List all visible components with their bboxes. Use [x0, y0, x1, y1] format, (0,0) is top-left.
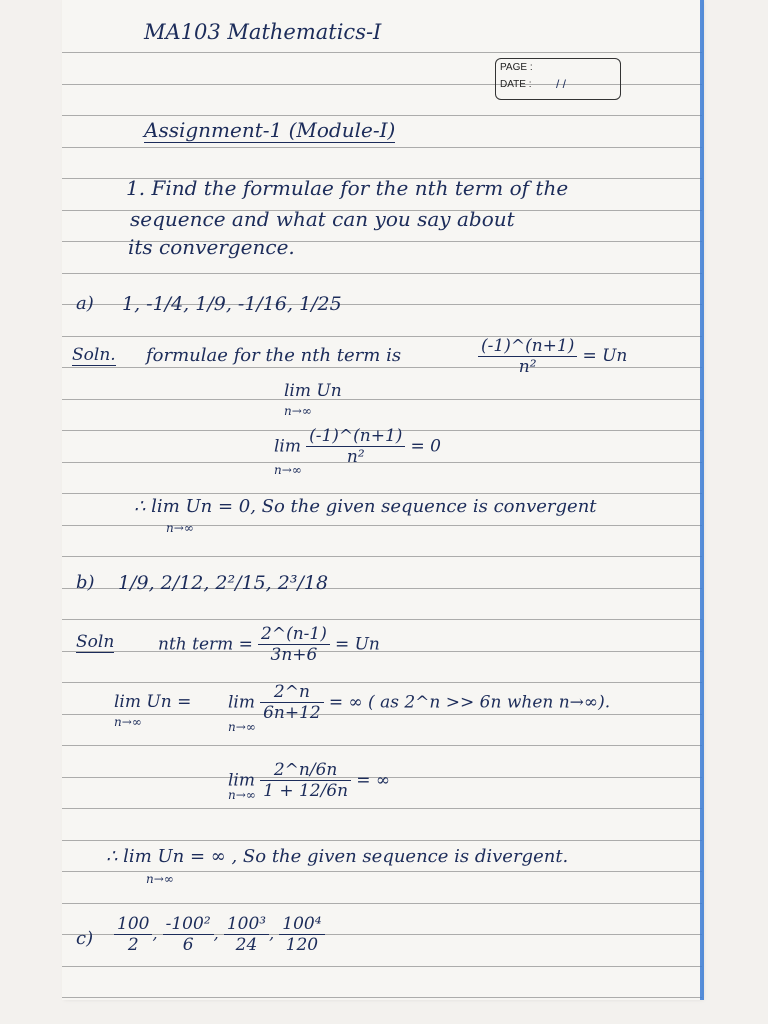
ruled-line: [62, 745, 702, 746]
part-b-nth-num: 2^(n-1): [258, 624, 330, 645]
part-a-formula-text: formulae for the nth term is: [146, 345, 402, 366]
date-marks: / /: [556, 77, 567, 91]
part-b-nth-den: 3n+6: [270, 645, 318, 665]
part-b-nth-text: nth term =: [158, 634, 253, 655]
ruled-line: [62, 966, 702, 967]
ruled-line: [62, 619, 702, 620]
notebook-edge: [700, 0, 704, 1000]
part-b-lim-left-sub: n→∞: [114, 715, 142, 729]
part-a-lim2-den: n²: [346, 447, 365, 467]
part-a-soln-label: Soln.: [72, 345, 116, 365]
part-a-lim-line: lim Un: [284, 381, 342, 401]
part-b-nth-eq: = Un: [334, 634, 380, 655]
part-c-term-1-den: 2: [127, 935, 139, 955]
part-b-lim-mid-sub: n→∞: [228, 720, 256, 734]
part-b-lim-result: = ∞ ( as 2^n >> 6n when n→∞).: [328, 692, 611, 713]
course-title: MA103 Mathematics-I: [144, 20, 382, 44]
part-b-label: b): [76, 572, 95, 593]
date-label: DATE :: [500, 79, 532, 90]
question-line-3: its convergence.: [128, 235, 295, 259]
ruled-line: [62, 840, 702, 841]
question-line-2: sequence and what can you say about: [130, 207, 515, 231]
part-a-lim2-sub: n→∞: [274, 463, 302, 477]
part-c-label: c): [76, 928, 94, 949]
part-a-formula-den: n²: [518, 357, 537, 377]
ruled-line: [62, 997, 702, 998]
ruled-line: [62, 115, 702, 116]
part-a-sequence: 1, -1/4, 1/9, -1/16, 1/25: [122, 293, 342, 315]
part-a-conclusion-sub: n→∞: [166, 521, 194, 535]
part-c-term-3-num: 100³: [224, 914, 269, 935]
part-c-term-3: [224, 914, 269, 955]
page-date-box: [495, 58, 621, 100]
part-b-lim-num: 2^n: [260, 682, 324, 703]
part-b-lim3-den: 1 + 12/6n: [263, 781, 349, 801]
part-b-lim-mid-word: lim: [228, 692, 255, 713]
part-b-lim-den: 6n+12: [263, 703, 321, 723]
part-c-terms: $\frac{100}{2}$ , $\frac{\text{-100²}}{6}$ , $\frac{\text{100³}}{24}$ , $\frac{\text{100⁴}}{120}$: [114, 914, 325, 955]
part-c-term-4-den: 120: [285, 935, 319, 955]
ruled-line: [62, 147, 702, 148]
assignment-title: Assignment-1 (Module-I): [144, 118, 396, 142]
part-c-term-2-den: 6: [182, 935, 194, 955]
ruled-line: [62, 903, 702, 904]
ruled-line: [62, 493, 702, 494]
part-a-lim2-num: (-1)^(n+1): [306, 426, 405, 447]
part-c-term-4: [279, 914, 324, 955]
part-b-lim-left: lim Un =: [114, 692, 192, 712]
ruled-line: [62, 556, 702, 557]
part-a-formula-eq: = Un: [582, 346, 628, 366]
question-line-1: 1. Find the formulae for the nth term of the: [126, 176, 569, 200]
ruled-line: [62, 399, 702, 400]
part-c-term-3-den: 24: [235, 935, 258, 955]
part-c-term-1: [114, 914, 152, 955]
part-b-nth: [158, 624, 380, 665]
part-c-term-2: [163, 914, 214, 955]
notebook-page: [62, 0, 702, 1000]
part-b-lim-mid: [228, 682, 610, 723]
part-b-lim3-num: 2^n/6n: [260, 760, 351, 781]
part-a-lim2-word: lim: [274, 436, 301, 457]
part-b-conclusion: ∴ lim Un = ∞ , So the given sequence is divergent.: [106, 846, 569, 867]
part-b-conclusion-sub: n→∞: [146, 872, 174, 886]
part-a-lim-sub: n→∞: [284, 404, 312, 418]
part-a-lim2-result: = 0: [410, 436, 441, 457]
part-c-term-2-num: -100²: [163, 914, 214, 935]
part-a-formula: [478, 336, 627, 377]
part-a-formula-num: (-1)^(n+1): [478, 336, 577, 357]
part-a-label: a): [76, 293, 94, 314]
page-label: PAGE :: [500, 62, 533, 73]
ruled-line: [62, 525, 702, 526]
ruled-line: [62, 808, 702, 809]
ruled-line: [62, 273, 702, 274]
part-b-lim3-sub: n→∞: [228, 788, 256, 802]
part-b-lim3-result: = ∞: [356, 770, 390, 791]
part-a-conclusion: ∴ lim Un = 0, So the given sequence is convergent: [134, 496, 597, 517]
part-b-soln-label: Soln: [76, 632, 115, 652]
part-a-lim2: [274, 426, 441, 467]
ruled-line: [62, 52, 702, 53]
part-c-term-4-num: 100⁴: [279, 914, 324, 935]
part-c-term-1-num: 100: [114, 914, 152, 935]
part-b-lim3-word: lim: [228, 770, 255, 791]
part-b-sequence: 1/9, 2/12, 2²/15, 2³/18: [118, 572, 329, 594]
